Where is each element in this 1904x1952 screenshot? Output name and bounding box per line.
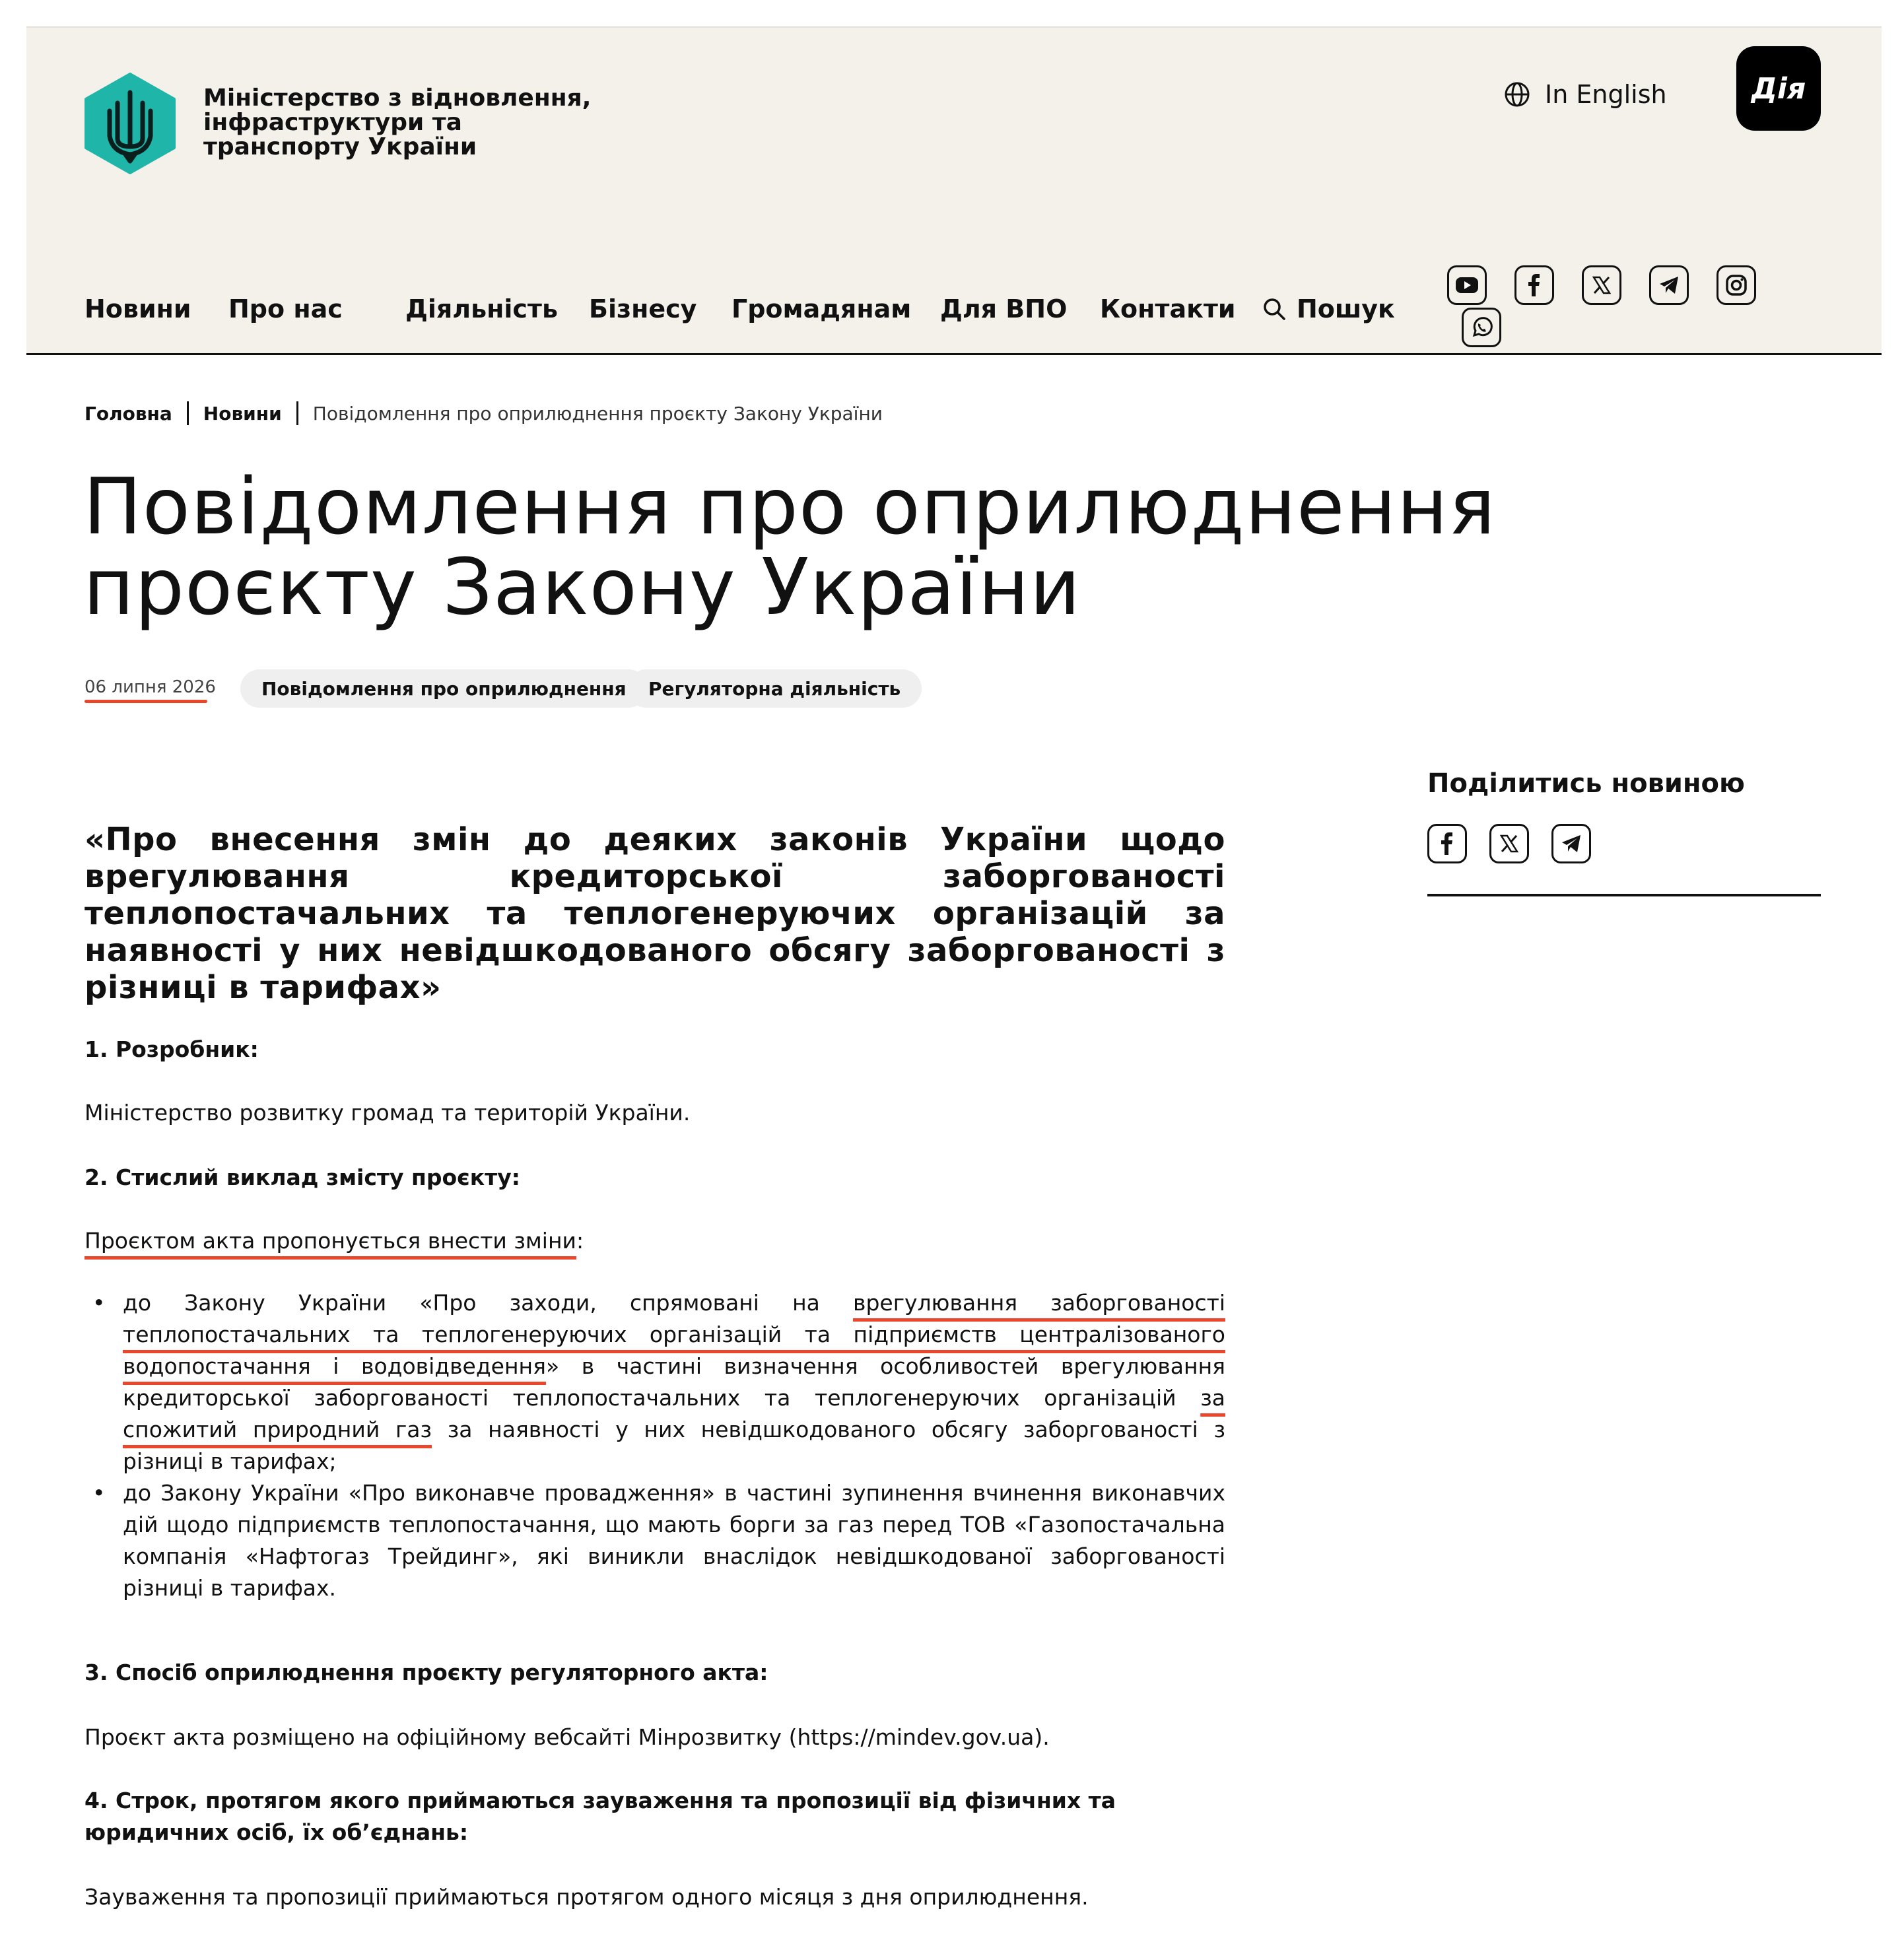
share-x-icon[interactable]: [1489, 824, 1529, 863]
ministry-name[interactable]: Міністерство з відновлення, інфраструктури та транспорту України: [203, 84, 592, 160]
globe-icon: [1504, 81, 1530, 108]
breadcrumb-home[interactable]: Головна: [85, 402, 172, 424]
list-item: [85, 1287, 1225, 1477]
page-title: Повідомлення про оприлюднення проєкту Закону України: [83, 461, 1496, 632]
list-item: [85, 1477, 1225, 1604]
telegram-icon[interactable]: [1649, 265, 1689, 305]
whatsapp-icon[interactable]: [1462, 308, 1501, 347]
section-4-heading: 4. Строк, протягом якого приймаються зауваження та пропозиції від фізичних та юридичних осіб, їх об’єднань:: [85, 1788, 1116, 1845]
nav-item-idp[interactable]: Для ВПО: [940, 294, 1068, 323]
nav-item-citizens[interactable]: Громадянам: [731, 294, 912, 323]
breadcrumb-separator: [187, 401, 189, 425]
list-item-text: до Закону України «Про виконавче провадження» в частині зупинення вчинення виконавчих дій щодо підприємств теплопостачання, що мають борги за газ перед ТОВ «Газопостачальна компанія «Нафтогаз Трейдинг», які виникли внаслідок невідшкодованої заборгованості різниці в тарифах.: [123, 1480, 1225, 1601]
section-1-text: Міністерство розвитку громад та територій України.: [85, 1100, 691, 1126]
lead-paragraph: «Про внесення змін до деяких законів України щодо врегулювання кредиторської заборгованості теплопостачальних та теплогенеруючих організацій за наявності у них невідшкодованого обсягу заборгованості з різниці в тарифах»: [85, 821, 1225, 1006]
list-item-text: до Закону України «Про заходи, спрямовані на: [123, 1290, 854, 1316]
breadcrumb: [85, 401, 883, 425]
highlighted-phrase: врегулювання заборгованості теплопостачальних та теплогенеруючих організацій та підприємств централізованого водопостачання і водовідведення: [123, 1290, 1225, 1379]
nav-item-about[interactable]: Про нас: [228, 294, 343, 323]
publish-date: 06 липня 2026: [85, 677, 216, 697]
nav-item-business[interactable]: Бізнесу: [589, 294, 697, 323]
search-button[interactable]: [1262, 290, 1395, 327]
breadcrumb-separator: [296, 401, 298, 425]
changes-list: [85, 1287, 1225, 1604]
breadcrumb-current: Повідомлення про оприлюднення проєкту Закону України: [312, 402, 883, 424]
youtube-icon[interactable]: [1447, 265, 1487, 305]
nav-item-activity[interactable]: Діяльність: [405, 294, 558, 323]
search-label: Пошук: [1297, 294, 1395, 323]
section-2-intro: [85, 1225, 1225, 1257]
share-telegram-icon[interactable]: [1551, 824, 1591, 863]
diia-button[interactable]: Дія: [1736, 46, 1821, 131]
language-switch-label: In English: [1545, 80, 1667, 109]
share-facebook-icon[interactable]: [1427, 824, 1467, 863]
tag-announcement[interactable]: Повідомлення про оприлюднення: [240, 669, 648, 708]
list-item-text: за наявності у них невідшкодованого обсягу заборгованості з різниці в тарифах;: [123, 1417, 1225, 1474]
site-header: [26, 26, 1882, 355]
search-icon: [1262, 297, 1286, 321]
nav-item-news[interactable]: Новини: [85, 294, 191, 323]
section-2-heading: 2. Стислий виклад змісту проєкту:: [85, 1164, 520, 1190]
section-1-heading: 1. Розробник:: [85, 1036, 259, 1062]
date-underline: [85, 700, 207, 703]
highlighted-phrase: Проєктом акта пропонується внести зміни: [85, 1228, 576, 1254]
section-4-text: Зауваження та пропозиції приймаються протягом одного місяця з дня оприлюднення.: [85, 1884, 1089, 1910]
highlighted-phrase: за спожитий природний газ: [123, 1385, 1225, 1442]
instagram-icon[interactable]: [1717, 265, 1756, 305]
x-icon[interactable]: [1582, 265, 1621, 305]
breadcrumb-news[interactable]: Новини: [203, 402, 282, 424]
tag-regulatory[interactable]: Регуляторна діяльність: [627, 669, 922, 708]
share-title: Поділитись новиною: [1427, 768, 1745, 799]
section-3-text: Проєкт акта розміщено на офіційному вебсайті Мінрозвитку (https://mindev.gov.ua).: [85, 1724, 1050, 1750]
intro-colon: :: [576, 1228, 584, 1254]
list-item-text: » в частині визначення особливостей врегулювання кредиторської заборгованості теплопостачальних та теплогенеруючих організацій: [123, 1353, 1226, 1411]
bullet-dot: •: [92, 1480, 106, 1506]
language-switch[interactable]: [1504, 71, 1667, 118]
section-3-heading: 3. Спосіб оприлюднення проєкту регуляторного акта:: [85, 1660, 768, 1685]
bullet-dot: •: [92, 1290, 106, 1316]
trident-logo-icon[interactable]: [83, 73, 177, 174]
nav-item-contacts[interactable]: Контакти: [1100, 294, 1236, 323]
share-divider: [1427, 894, 1821, 896]
facebook-icon[interactable]: [1514, 265, 1554, 305]
